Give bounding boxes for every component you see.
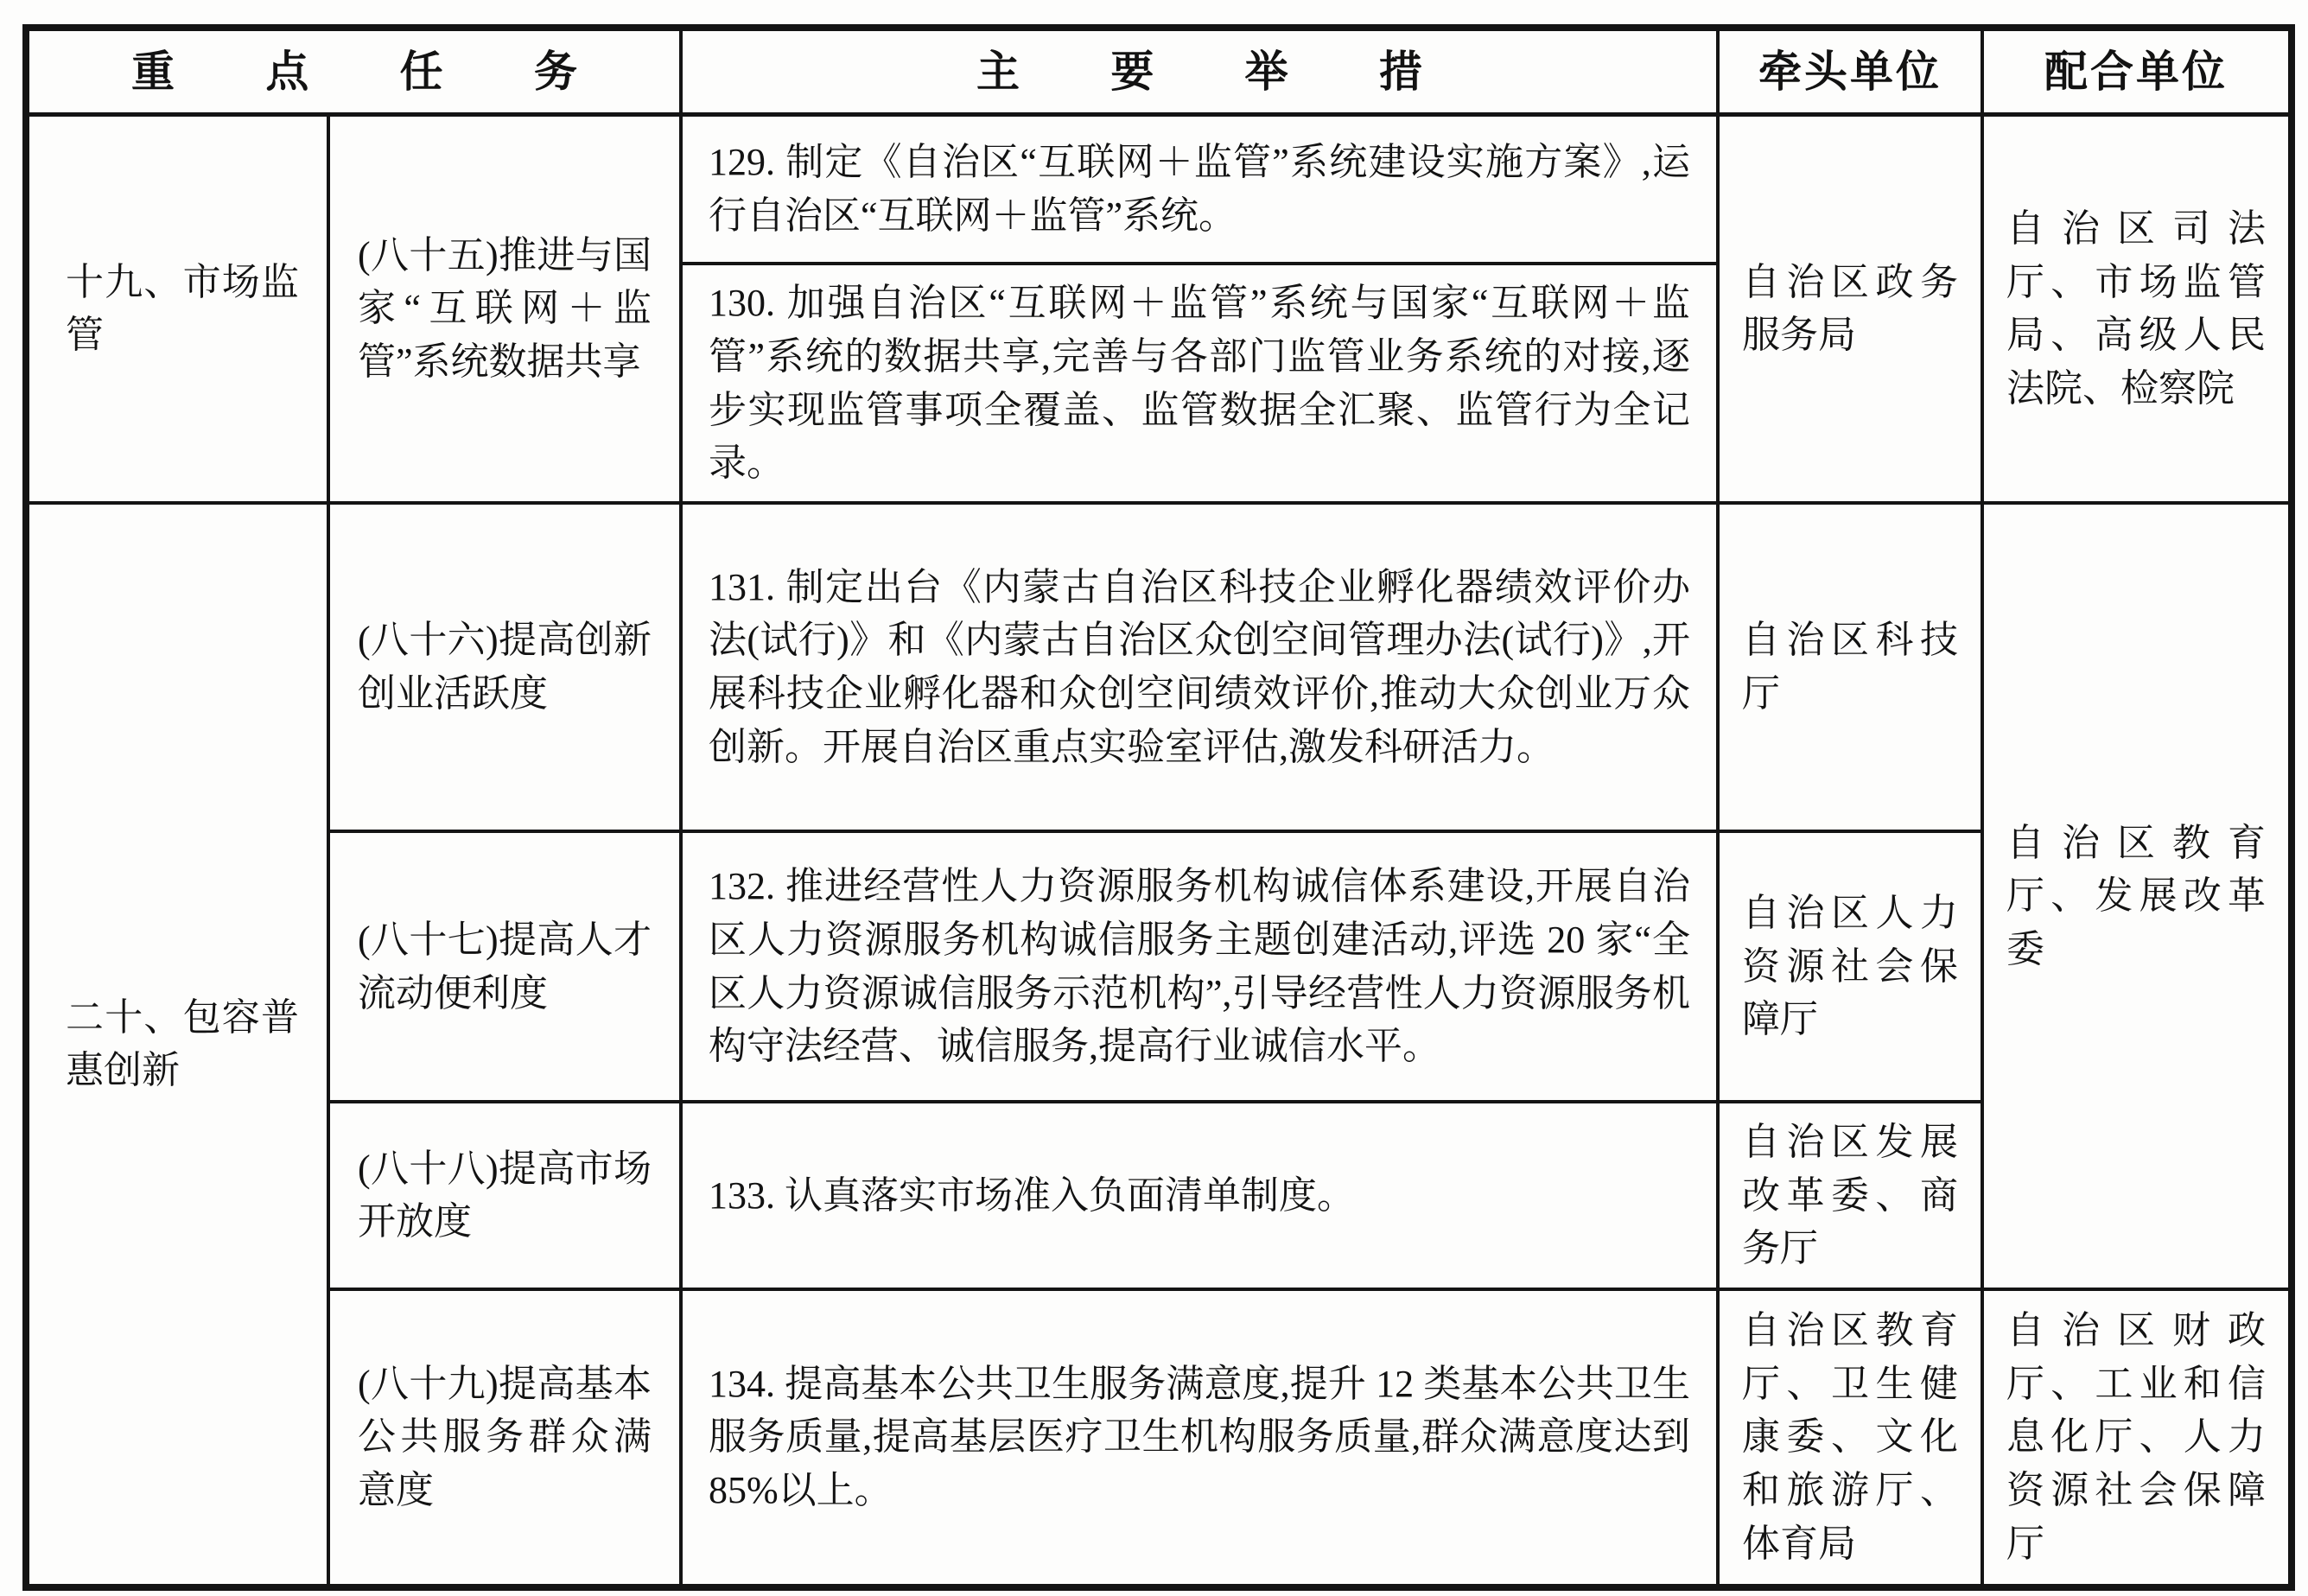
- cell-task-87: (八十七)提高人才流动便利度: [328, 831, 681, 1102]
- cell-support-89: 自治区财政厅、工业和信息化厅、人力资源社会保障厅: [1982, 1289, 2292, 1587]
- header-support-unit: 配合单位: [1982, 28, 2292, 114]
- cell-measure-129: 129. 制定《自治区“互联网＋监管”系统建设实施方案》,运行自治区“互联网＋监管”系统。: [681, 114, 1718, 264]
- cell-measure-133: 133. 认真落实市场准入负面清单制度。: [681, 1102, 1718, 1289]
- cell-measure-130: 130. 加强自治区“互联网＋监管”系统与国家“互联网＋监管”系统的数据共享,完善与各部门监管业务系统的对接,逐步实现监管事项全覆盖、监管数据全汇聚、监管行为全记录。: [681, 264, 1718, 503]
- key-tasks-table: [22, 24, 2295, 1591]
- cell-lead-group19: 自治区政务服务局: [1718, 114, 1982, 503]
- header-key-tasks: 重点任务: [26, 28, 681, 114]
- header-main-measures: 主要举措: [681, 28, 1718, 114]
- cell-lead-87: 自治区人力资源社会保障厅: [1718, 831, 1982, 1102]
- row-measure-134: [26, 1289, 2292, 1587]
- cell-group20-title: 二十、包容普惠创新: [26, 503, 328, 1587]
- cell-support-group19: 自治区司法厅、市场监管局、高级人民法院、检察院: [1982, 114, 2292, 503]
- cell-measure-131: 131. 制定出台《内蒙古自治区科技企业孵化器绩效评价办法(试行)》和《内蒙古自治区众创空间管理办法(试行)》,开展科技企业孵化器和众创空间绩效评价,推动大众创业万众创新。开展自治区重点实验室评估,激发科研活力。: [681, 503, 1718, 831]
- row-measure-133: [26, 1102, 2292, 1289]
- cell-support-86-88: 自治区教育厅、发展改革委: [1982, 503, 2292, 1289]
- row-measure-129: [26, 114, 2292, 264]
- cell-measure-134: 134. 提高基本公共卫生服务满意度,提升 12 类基本公共卫生服务质量,提高基层医疗卫生机构服务质量,群众满意度达到 85%以上。: [681, 1289, 1718, 1587]
- cell-task-85: (八十五)推进与国家“互联网＋监管”系统数据共享: [328, 114, 681, 503]
- cell-task-88: (八十八)提高市场开放度: [328, 1102, 681, 1289]
- header-lead-unit: 牵头单位: [1718, 28, 1982, 114]
- cell-measure-132: 132. 推进经营性人力资源服务机构诚信体系建设,开展自治区人力资源服务机构诚信服务主题创建活动,评选 20 家“全区人力资源诚信服务示范机构”,引导经营性人力资源服务机构守法经营、诚信服务,提高行业诚信水平。: [681, 831, 1718, 1102]
- cell-lead-89: 自治区教育厅、卫生健康委、文化和旅游厅、体育局: [1718, 1289, 1982, 1587]
- cell-lead-88: 自治区发展改革委、商务厅: [1718, 1102, 1982, 1289]
- cell-task-89: (八十九)提高基本公共服务群众满意度: [328, 1289, 681, 1587]
- table-header-row: [26, 28, 2292, 114]
- row-measure-132: [26, 831, 2292, 1102]
- cell-group19-title: 十九、市场监管: [26, 114, 328, 503]
- cell-lead-86: 自治区科技厅: [1718, 503, 1982, 831]
- row-measure-131: [26, 503, 2292, 831]
- cell-task-86: (八十六)提高创新创业活跃度: [328, 503, 681, 831]
